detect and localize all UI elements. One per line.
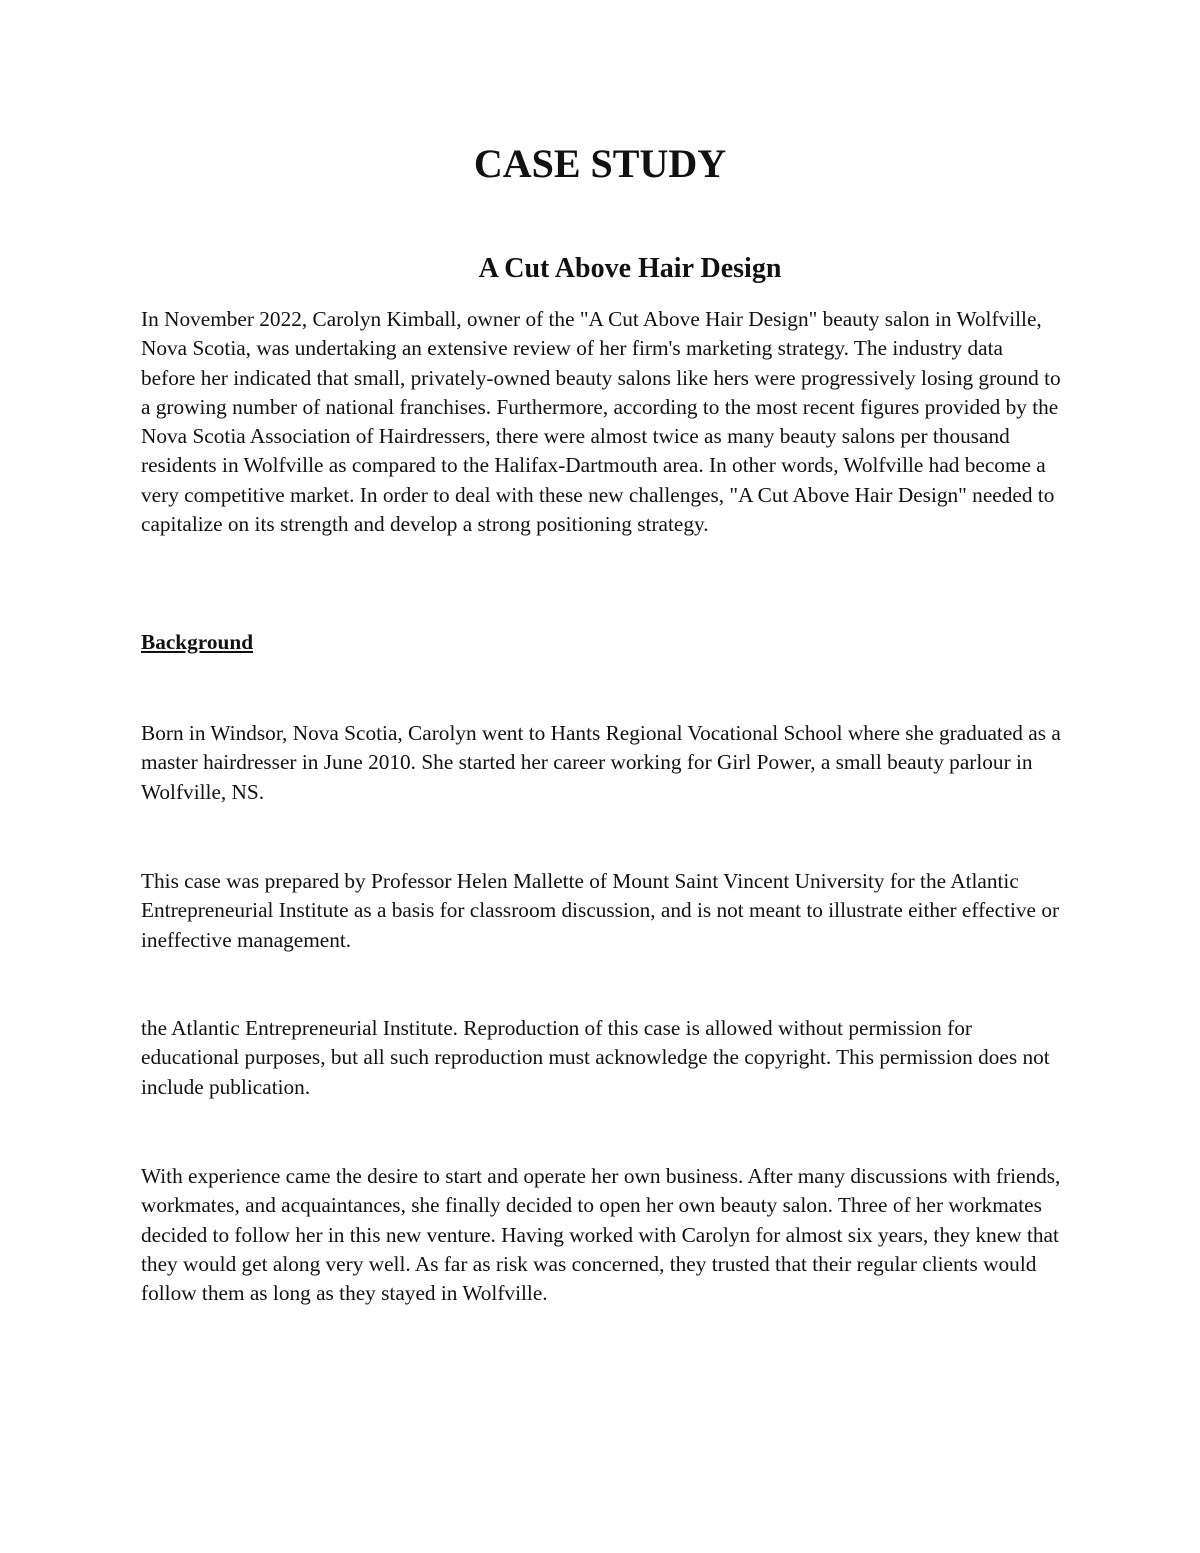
copyright-paragraph: the Atlantic Entrepreneurial Institute. Reproduction of this case is allowed without permission for educational purposes, but all such reproduction must acknowledge the copyright. This permission does not include publication.: [141, 1016, 1050, 1099]
case-subtitle: A Cut Above Hair Design: [478, 253, 782, 284]
intro-paragraph: In November 2022, Carolyn Kimball, owner of the "A Cut Above Hair Design" beauty salon in Wolfville, Nova Scotia, was undertaking an extensive review of her firm's marketing strategy. The industry data before her indicated that small, privately-owned beauty salons like hers were progressively losing ground to a growing number of national franchises. Furthermore, according to the most recent figures provided by the Nova Scotia Association of Hairdressers, there were almost twice as many beauty salons per thousand residents in Wolfville as compared to the Halifax-Dartmouth area. In other words, Wolfville had become a very competitive market. In order to deal with these new challenges, "A Cut Above Hair Design" needed to capitalize on its strength and develop a strong positioning strategy.: [141, 307, 1061, 537]
section-heading-background: Background: [141, 630, 254, 654]
background-paragraph: Born in Windsor, Nova Scotia, Carolyn went to Hants Regional Vocational School where she graduated as a master hairdresser in June 2010. She started her career working for Girl Power, a small beauty parlour in Wolfville, NS.: [141, 721, 1061, 804]
experience-paragraph: With experience came the desire to start and operate her own business. After many discussions with friends, workmates, and acquaintances, she finally decided to open her own beauty salon. Three of her workmates decided to follow her in this new venture. Having worked with Carolyn for almost six years, they knew that they would get along very well. As far as risk was concerned, they trusted that their regular clients would follow them as long as they stayed in Wolfville.: [141, 1164, 1061, 1306]
document-title: CASE STUDY: [473, 141, 727, 186]
case-note-paragraph: This case was prepared by Professor Helen Mallette of Mount Saint Vincent University for the Atlantic Entrepreneurial Institute as a basis for classroom discussion, and is not meant to illustrate either effective or ineffective management.: [141, 869, 1060, 952]
